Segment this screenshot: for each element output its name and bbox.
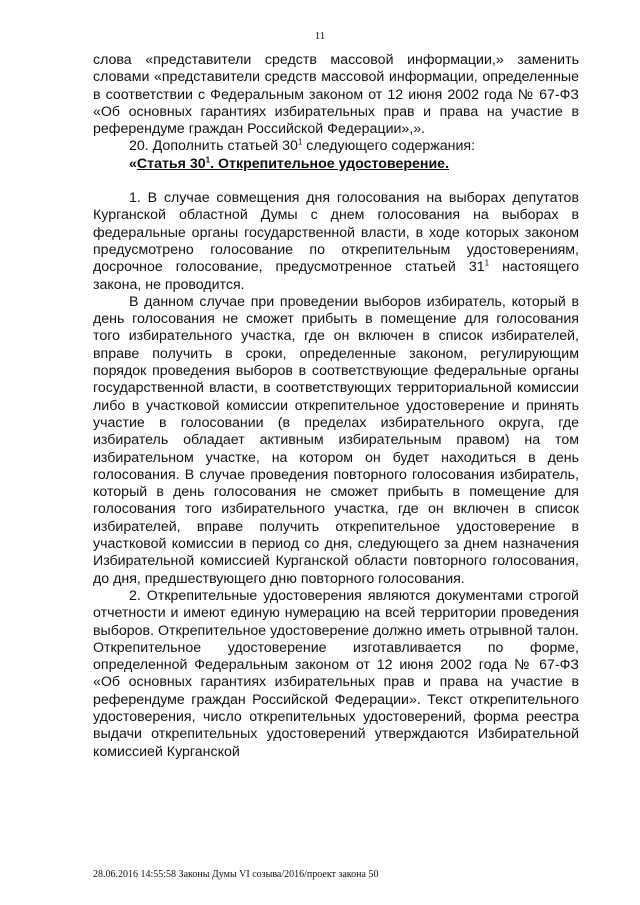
paragraph-part-1 bbox=[93, 190, 579, 294]
heading-superscript: 1 bbox=[205, 155, 211, 165]
part-1-superscript: 1 bbox=[484, 258, 490, 268]
page-number: 11 bbox=[314, 30, 326, 42]
paragraph-part-1-continued: В данном случае при проведении выборов избиратель, который в день голосования не сможет прибыть в помещение для голосования того избирательного участка, где он включен в список избирателей, вправе получить в сроки, определенные законом, регулирующим порядок проведения выборов в соответствующие федеральные органы государственной власти, в соответствующих территориальной комиссии либо в участковой комиссии открепительное удостоверение и принять участие в голосовании (в пределах избирательного округа, где избиратель обладает активным избирательным правом) на том избирательном участке, на котором он будет находиться в день голосования. В случае проведения повторного голосования избиратель, который в день голосования не сможет прибыть в помещение для голосования того избирательного участка, где он включен в список избирателей, вправе получить открепительное удостоверение в участковой комиссии в период со дня, следующего за днем назначения Избирательной комиссией Курганской области повторного голосования, до дня, предшествующего дню повторного голосования. bbox=[93, 293, 579, 587]
article-heading bbox=[93, 156, 579, 173]
heading-article-number: Статья 30 bbox=[136, 155, 206, 172]
item-20-text: 20. Дополнить статьей 30 bbox=[129, 138, 298, 155]
paragraph-part-2: 2. Открепительные удостоверения являются документами строгой отчетности и имеют единую нумерацию на всей территории проведения выборов. Открепительное удостоверение должно иметь отрывной талон. Открепительное удостоверение изготавливается по форме, определенной Федеральным законом от 12 июня 2002 года № 67-ФЗ «Об основных гарантиях избирательных прав и права на участие в референдуме граждан Российской Федерации». Текст открепительного удостоверения, число открепительных удостоверений, форма реестра выдачи открепительных удостоверений утверждаются Избирательной комиссией Курганской bbox=[93, 587, 579, 760]
paragraph-amendment-media: слова «представители средств массовой информации,» заменить словами «представители средств массовой информации, определенные в соответствии с Федеральным законом от 12 июня 2002 года № 67-ФЗ «Об основных гарантиях избирательных прав и права на участие в референдуме граждан Российской Федерации»,». bbox=[93, 52, 579, 138]
paragraph-item-20 bbox=[93, 138, 579, 155]
part-1-text: 1. В случае совмещения дня голосования на выборах депутатов Курганской областной Думы с днем голосования на выборах в федеральные органы государственной власти, в ходе которых законом предусмотрено голосование по открепительным удостоверениям, досрочное голосование, предусмотренное статьей 31 bbox=[93, 190, 579, 276]
heading-quote: « bbox=[129, 155, 137, 172]
spacer bbox=[93, 173, 579, 190]
item-20-text-end: следующего содержания: bbox=[302, 138, 476, 155]
document-body bbox=[93, 52, 579, 761]
heading-underlined bbox=[137, 156, 449, 172]
item-20-superscript: 1 bbox=[297, 137, 303, 147]
part-1-text-end: настоящего закона, не проводится. bbox=[93, 259, 579, 293]
heading-title: . Открепительное удостоверение. bbox=[210, 155, 450, 172]
footer-document-path: 28.06.2016 14:55:58 Законы Думы VI созыва/2016/проект закона 50 bbox=[93, 869, 379, 880]
